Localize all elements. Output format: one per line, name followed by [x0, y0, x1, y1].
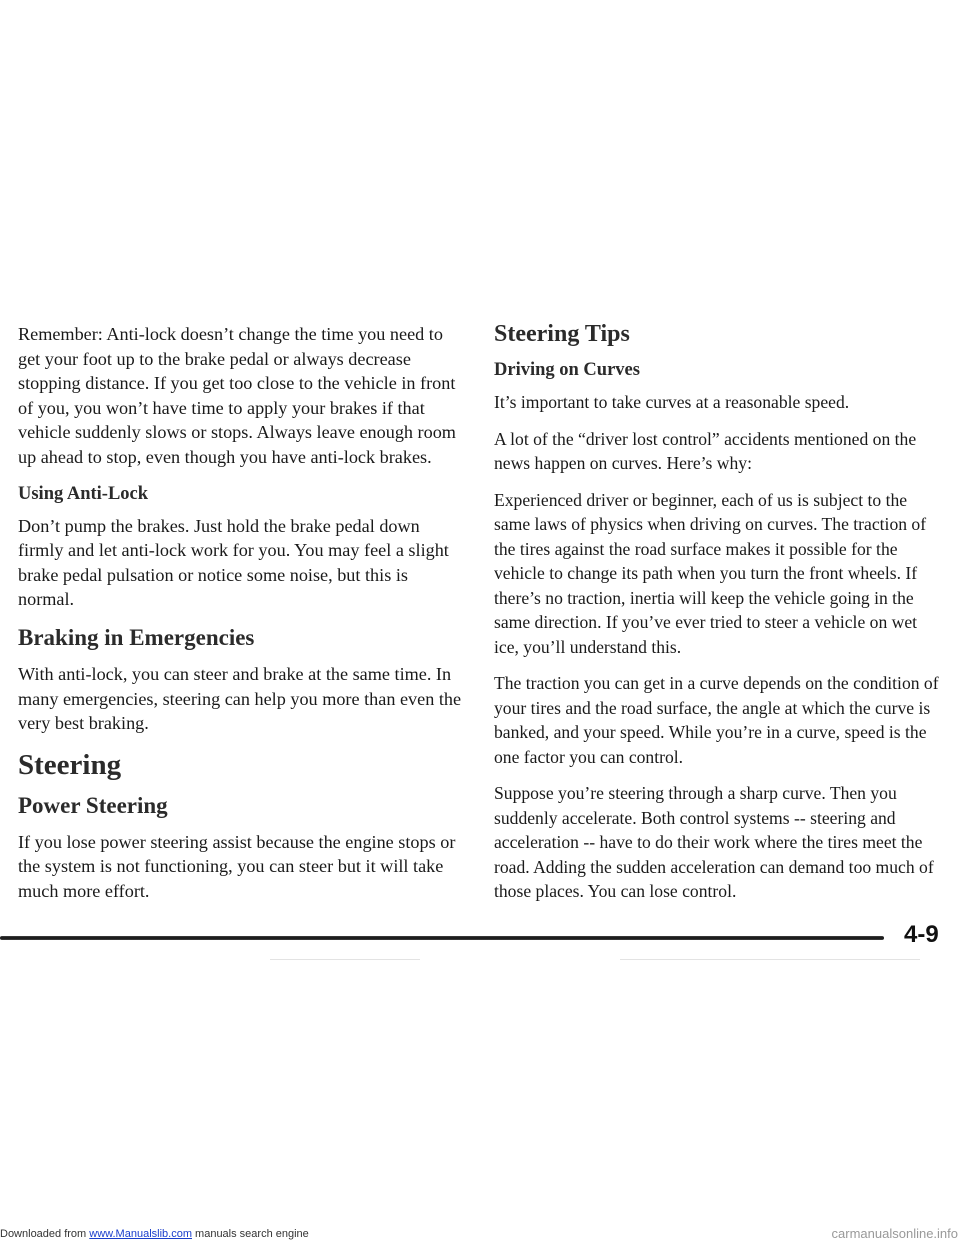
- watermark-text: carmanualsonline.info: [831, 1226, 958, 1241]
- faint-scan-line: [620, 959, 920, 960]
- faint-scan-line: [270, 959, 420, 960]
- download-footer: [0, 1228, 309, 1240]
- heading-braking-in-emergencies: Braking in Emergencies: [18, 624, 255, 650]
- paragraph-physics: Experienced driver or beginner, each of us is subject to the same laws of physics when driving on curves. The traction of the tires against the road surface makes it possible for the vehicle to change its path when you turn the front wheels. If there’s no traction, inertia will keep the vehicle going in the same direction. If you’ve ever tried to steer a vehicle on wet ice, you’ll understand this.: [494, 489, 927, 657]
- page-content: [0, 272, 960, 1092]
- footer-suffix: manuals search engine: [191, 1228, 309, 1240]
- manualslib-link[interactable]: www.Manualslib.com: [89, 1228, 192, 1240]
- paragraph-using-anti-lock: Don’t pump the brakes. Just hold the brake pedal down firmly and let anti-lock work for you. You may feel a slight brake pedal pulsation or notice some noise, but this is normal.: [18, 515, 449, 610]
- heading-steering-tips: Steering Tips: [494, 321, 630, 347]
- right-column: [494, 320, 944, 916]
- paragraph-sharp-curve: Suppose you’re steering through a sharp curve. Then you suddenly accelerate. Both control systems -- steering and acceleration -- have to do their work where the tires meet the road. Adding the sudden acceleration can demand too much of those places. You can lose control.: [494, 783, 934, 901]
- bottom-blank-area: [0, 1092, 960, 1242]
- top-blank-area: [0, 0, 960, 272]
- page-footer-rule-area: [0, 921, 960, 967]
- left-column: [18, 322, 466, 916]
- heading-driving-on-curves: Driving on Curves: [494, 360, 640, 380]
- paragraph-traction: The traction you can get in a curve depends on the condition of your tires and the road surface, the angle at which the curve is banked, and your speed. While you’re in a curve, speed is the one factor you can control.: [494, 673, 939, 767]
- heading-steering: Steering: [18, 748, 122, 781]
- paragraph-lost-control: A lot of the “driver lost control” accidents mentioned on the news happen on curves. Here’s why:: [494, 428, 917, 473]
- paragraph-remember: Remember: Anti-lock doesn’t change the time you need to get your foot up to the brake pedal or always decrease stopping distance. If you get too close to the vehicle in front of you, you won’t have time to apply your brakes if that vehicle suddenly slows or stops. Always leave enough room up ahead to stop, even though you have anti-lock brakes.: [18, 324, 456, 467]
- page-number: 4-9: [904, 921, 939, 948]
- horizontal-rule: [0, 936, 884, 940]
- paragraph-power-steering: If you lose power steering assist because the engine stops or the system is not functioning, you can steer but it will take much more effort.: [18, 831, 456, 901]
- footer-prefix: Downloaded from: [0, 1228, 90, 1240]
- heading-using-anti-lock: Using Anti-Lock: [18, 483, 149, 504]
- paragraph-braking-in-emergencies: With anti-lock, you can steer and brake at the same time. In many emergencies, steering can help you more than even the very best braking.: [18, 663, 462, 734]
- heading-power-steering: Power Steering: [18, 792, 168, 818]
- paragraph-reasonable-speed: It’s important to take curves at a reasonable speed.: [494, 392, 850, 412]
